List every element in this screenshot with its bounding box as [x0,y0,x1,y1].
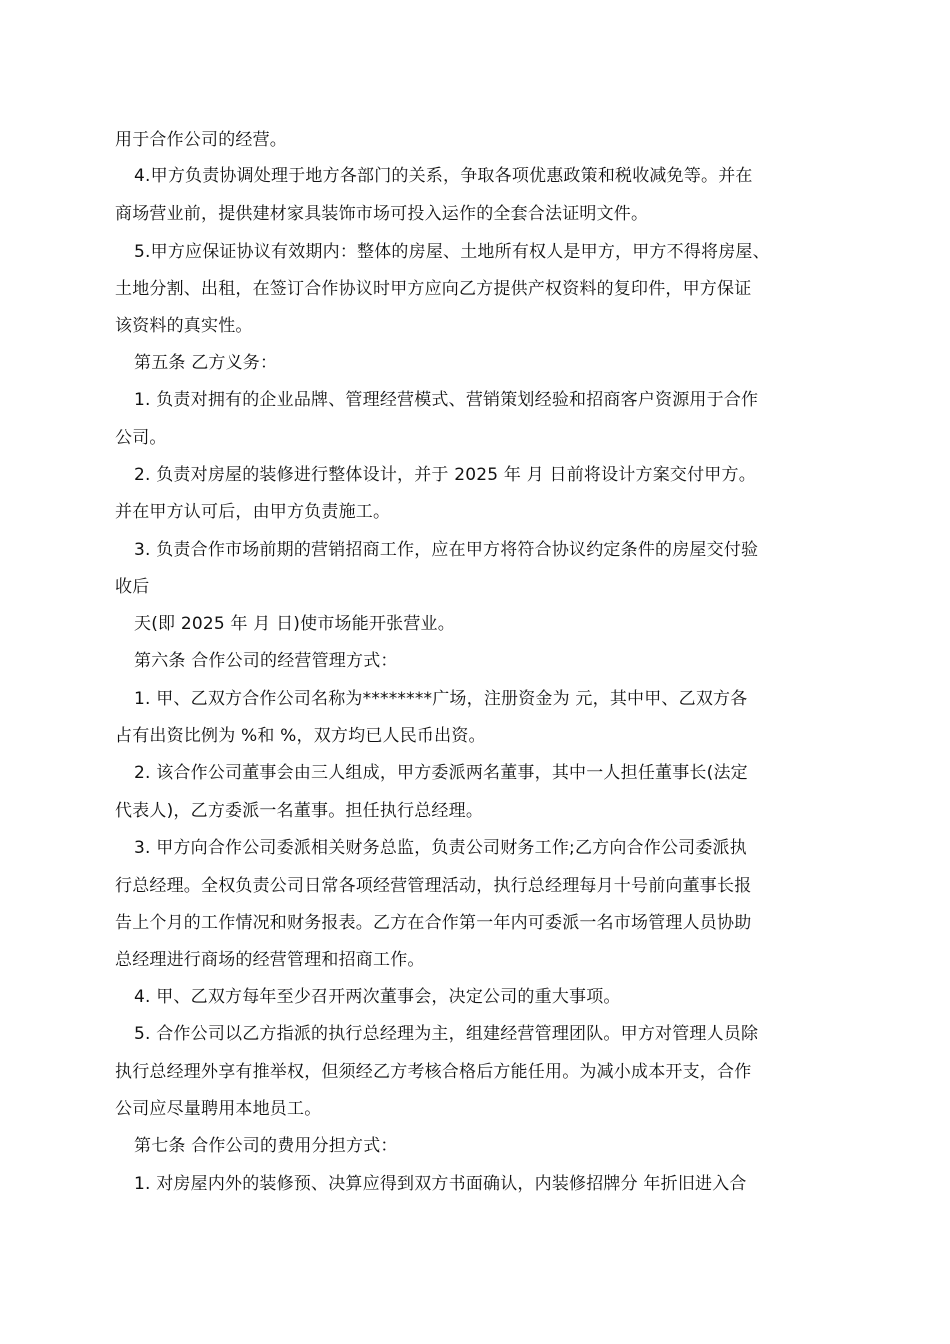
text-line: 1. 甲、乙双方合作公司名称为********广场，注册资金为 元，其中甲、乙双方各 [134,689,748,709]
text-line: 5.甲方应保证协议有效期内：整体的房屋、土地所有权人是甲方，甲方不得将房屋、 [134,242,770,262]
text-line: 占有出资比例为 %和 %，双方均已人民币出资。 [115,726,486,746]
text-line: 4.甲方负责协调处理于地方各部门的关系，争取各项优惠政策和税收减免等。并在 [134,166,753,186]
section-heading: 第七条 合作公司的费用分担方式： [134,1136,398,1156]
text-line: 并在甲方认可后，由甲方负责施工。 [115,502,391,522]
text-line: 公司应尽量聘用本地员工。 [115,1099,322,1119]
text-line: 用于合作公司的经营。 [115,130,287,150]
text-line: 商场营业前，提供建材家具装饰市场可投入运作的全套合法证明文件。 [115,204,649,224]
text-line: 告上个月的工作情况和财务报表。乙方在合作第一年内可委派一名市场管理人员协助 [115,913,752,933]
text-line: 土地分割、出租，在签订合作协议时甲方应向乙方提供产权资料的复印件，甲方保证 [115,279,752,299]
text-line: 5. 合作公司以乙方指派的执行总经理为主，组建经营管理团队。甲方对管理人员除 [134,1024,759,1044]
text-line: 该资料的真实性。 [115,316,253,336]
text-line: 代表人)，乙方委派一名董事。担任执行总经理。 [115,801,484,821]
section-heading: 第六条 合作公司的经营管理方式： [134,651,398,671]
text-line: 收后 [115,577,150,597]
text-line: 1. 对房屋内外的装修预、决算应得到双方书面确认，内装修招牌分 年折旧进入合 [134,1174,747,1194]
text-line: 总经理进行商场的经营管理和招商工作。 [115,950,425,970]
text-line: 1. 负责对拥有的企业品牌、管理经营模式、营销策划经验和招商客户资源用于合作 [134,390,759,410]
text-line: 4. 甲、乙双方每年至少召开两次董事会，决定公司的重大事项。 [134,987,621,1007]
text-line: 公司。 [115,428,167,448]
text-line: 行总经理。全权负责公司日常各项经营管理活动，执行总经理每月十号前向董事长报 [115,876,752,896]
text-line: 3. 负责合作市场前期的营销招商工作，应在甲方将符合协议约定条件的房屋交付验 [134,540,759,560]
section-heading: 第五条 乙方义务： [134,353,278,373]
text-line: 天(即 2025 年 月 日)使市场能开张营业。 [134,614,455,634]
text-line: 2. 该合作公司董事会由三人组成，甲方委派两名董事，其中一人担任董事长(法定 [134,763,748,783]
text-line: 2. 负责对房屋的装修进行整体设计，并于 2025 年 月 日前将设计方案交付甲方。 [134,465,756,485]
text-line: 执行总经理外享有推举权，但须经乙方考核合格后方能任用。为减小成本开支，合作 [115,1062,752,1082]
text-line: 3. 甲方向合作公司委派相关财务总监，负责公司财务工作;乙方向合作公司委派执 [134,838,747,858]
